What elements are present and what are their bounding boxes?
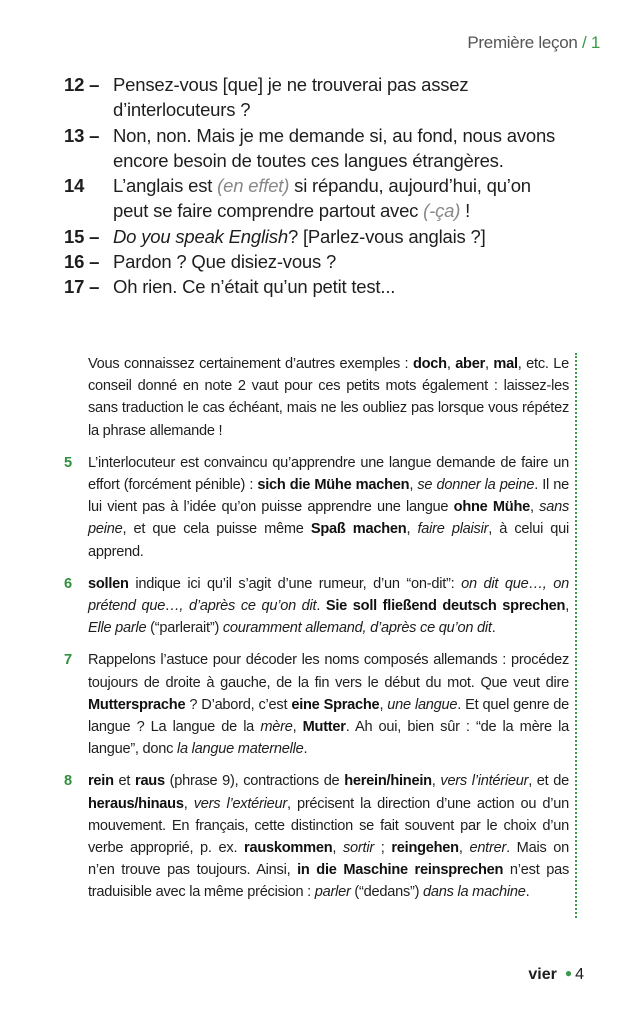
note <box>64 573 569 640</box>
note <box>64 452 569 563</box>
text-run: , et de <box>528 773 570 790</box>
text-run: L’interlocuteur est convaincu qu’apprendre une langue demande de faire un effort (forcément pénible) : <box>88 454 569 494</box>
lesson-number: 1 <box>590 33 600 52</box>
german-term: sollen <box>88 575 129 592</box>
text-line <box>113 72 584 97</box>
dialogue-line <box>64 274 584 299</box>
text-line <box>113 97 584 122</box>
translation-text: sortir <box>343 840 374 857</box>
text-run: , à celui qui apprend. <box>88 521 570 560</box>
text-run: (“parlerait”) <box>146 620 223 637</box>
translation-text: Do you speak English <box>113 225 288 247</box>
german-term: Mutter <box>302 719 346 736</box>
translation-text: parler <box>314 884 351 901</box>
text-run: ? D’abord, c’est <box>185 696 292 713</box>
text-line <box>113 198 584 223</box>
text-line <box>113 249 584 274</box>
text-run: Oh rien. Ce n’était qu’un petit test... <box>113 276 396 298</box>
dialogue-line <box>64 249 584 274</box>
translation-text: vers l’extérieur <box>193 795 287 812</box>
text-run: , <box>565 598 569 615</box>
text-run: (phrase 9), contractions de <box>164 773 345 790</box>
text-line <box>113 148 584 173</box>
german-term: raus <box>135 773 165 790</box>
text-run: (“dedans”) <box>350 884 424 901</box>
sentence-number: 12 – <box>64 74 100 95</box>
note-number: 6 <box>64 575 72 592</box>
german-term: aber <box>455 356 486 372</box>
text-run: , etc. Le conseil donné en note 2 vaut pour ces petits mots également : laissez-les sans traduction le cas échéant, mais ne les oubliez pas lorsque vous répétez la phrase allemande ! <box>88 356 569 439</box>
german-term: sich die Mühe machen <box>257 477 410 494</box>
text-run: , <box>379 696 388 713</box>
sentence-text <box>113 224 584 249</box>
note-number: 8 <box>64 773 72 790</box>
german-term: rauskommen <box>244 840 333 857</box>
note-text <box>88 649 569 760</box>
text-run: . Ah oui, bien sûr : “de la mère la langue”, donc <box>88 719 570 758</box>
translation-text: la langue maternelle <box>177 741 304 758</box>
text-line <box>113 123 584 148</box>
sentence-number: 17 – <box>64 276 100 298</box>
text-run: Vous connaissez certainement d’autres exemples : <box>88 356 413 372</box>
text-run: , <box>332 840 343 857</box>
sentence-text <box>113 274 584 299</box>
text-run: . <box>525 884 530 901</box>
text-run: peut se faire comprendre partout avec <box>113 200 424 222</box>
running-header <box>467 33 600 53</box>
sentence-text <box>113 72 584 123</box>
bullet-icon: ● <box>564 966 573 980</box>
german-term: heraus/hinaus <box>88 795 184 812</box>
translation-text: entrer <box>469 840 507 857</box>
text-run: , précisent la direction d’une action ou d’un mouvement. En français, cette distinction se fait souvent par le choix d’un verbe approprié, p. ex. <box>88 795 570 857</box>
translation-text: (-ça) <box>423 200 461 222</box>
notes-box <box>64 353 577 918</box>
sentence-number: 15 – <box>64 225 100 247</box>
translation-text: faire plaisir <box>417 521 489 538</box>
translation-text: vers l’intérieur <box>440 773 529 790</box>
translation-text: une langue <box>387 696 458 713</box>
text-run: . Mais on n’en trouve pas toujours. Ainsi, <box>88 840 570 879</box>
page-number: 4 <box>575 966 584 983</box>
german-term: Sie soll fließend deutsch sprechen <box>325 598 566 615</box>
german-term: rein <box>88 773 114 790</box>
note-text <box>88 573 569 640</box>
text-run: , <box>183 795 194 812</box>
german-term: eine Sprache <box>291 696 380 713</box>
dialogue-line <box>64 72 584 123</box>
note-number <box>64 353 88 442</box>
text-run: Pardon ? Que disiez-vous ? <box>113 251 337 273</box>
text-run: , <box>446 356 456 372</box>
text-run: , <box>409 477 418 494</box>
sentence-text <box>113 173 584 224</box>
note-text <box>88 770 569 903</box>
text-run: , <box>406 521 418 538</box>
translation-text: (en effet) <box>217 175 290 197</box>
text-line <box>113 224 584 249</box>
german-term: herein/hinein <box>344 773 432 790</box>
text-run: . Il ne lui vient pas à l’idée qu’on puisse apprendre une langue <box>88 477 569 516</box>
text-run: , <box>292 719 303 736</box>
text-run: . <box>316 598 326 615</box>
text-run: ? [Parlez-vous anglais ?] <box>287 225 486 247</box>
german-term: mal <box>493 356 518 372</box>
translation-text: Elle parle <box>88 620 147 637</box>
sentence-number: 16 – <box>64 251 100 273</box>
note <box>64 649 569 760</box>
text-run: encore besoin de toutes ces langues étrangères. <box>113 149 504 171</box>
sentence-text <box>113 123 584 174</box>
text-run: si répandu, aujourd’hui, qu’on <box>289 175 531 197</box>
translation-text: mère <box>260 719 293 736</box>
text-run: , et que cela puisse même <box>122 521 311 538</box>
text-line <box>113 274 584 299</box>
lesson-title: Première leçon <box>467 33 578 52</box>
text-run: Non, non. Mais je me demande si, au fond, nous avons <box>113 124 556 146</box>
text-run: , <box>431 773 441 790</box>
translation-text: se donner la peine <box>417 477 535 494</box>
note <box>64 353 569 442</box>
note-text <box>88 353 569 442</box>
text-run: n’est pas traduisible avec la même précision : <box>88 862 569 901</box>
text-run: indique ici qu’il s’agit d’une rumeur, d’un “on-dit”: <box>128 575 462 592</box>
text-run: L’anglais est <box>113 175 218 197</box>
note-number: 7 <box>64 652 72 669</box>
translation-text: on dit que…, on prétend que…, d’après ce qu’on dit <box>88 575 570 615</box>
text-run: . <box>303 741 308 758</box>
sentence-number: 13 – <box>64 124 100 146</box>
german-term: in die Maschine reinsprechen <box>297 862 504 879</box>
text-run: Pensez-vous [que] je ne trouverai pas assez <box>113 74 469 95</box>
translation-text: dans la machine <box>423 884 526 901</box>
text-run: Rappelons l’astuce pour décoder les noms composés allemands : procédez toujours de droite à gauche, de la fin vers le début du mot. Que veut dire <box>88 652 569 691</box>
german-term: Muttersprache <box>88 696 186 713</box>
header-separator: / <box>581 33 587 52</box>
dialogue-line <box>64 123 584 174</box>
german-term: Spaß machen <box>310 521 407 538</box>
text-run: , <box>485 356 494 372</box>
text-run: d’interlocuteurs ? <box>113 99 251 121</box>
text-run: et <box>113 773 136 790</box>
translation-text: couramment allemand, d’après ce qu’on dit <box>222 620 492 637</box>
dialogue-line <box>64 173 584 224</box>
page-number-word: vier <box>528 966 557 983</box>
german-term: doch <box>412 356 447 372</box>
note-number: 5 <box>64 454 72 471</box>
text-line <box>113 173 584 198</box>
text-run: ; <box>373 840 392 857</box>
text-run: , <box>530 499 540 516</box>
note-text <box>88 452 569 563</box>
sentence-text <box>113 249 584 274</box>
text-run: . <box>491 620 496 637</box>
dialogue-line <box>64 224 584 249</box>
note <box>64 770 569 903</box>
text-run: . Et quel genre de langue ? La langue de la <box>88 696 569 736</box>
text-run: , <box>458 840 470 857</box>
translation-text: sans peine <box>88 499 569 538</box>
dialogue-lines <box>64 72 584 300</box>
page-footer <box>528 966 584 984</box>
sentence-number: 14 <box>64 175 85 197</box>
german-term: reingehen <box>391 840 459 857</box>
text-run: ! <box>460 200 471 222</box>
german-term: ohne Mühe <box>453 499 530 516</box>
